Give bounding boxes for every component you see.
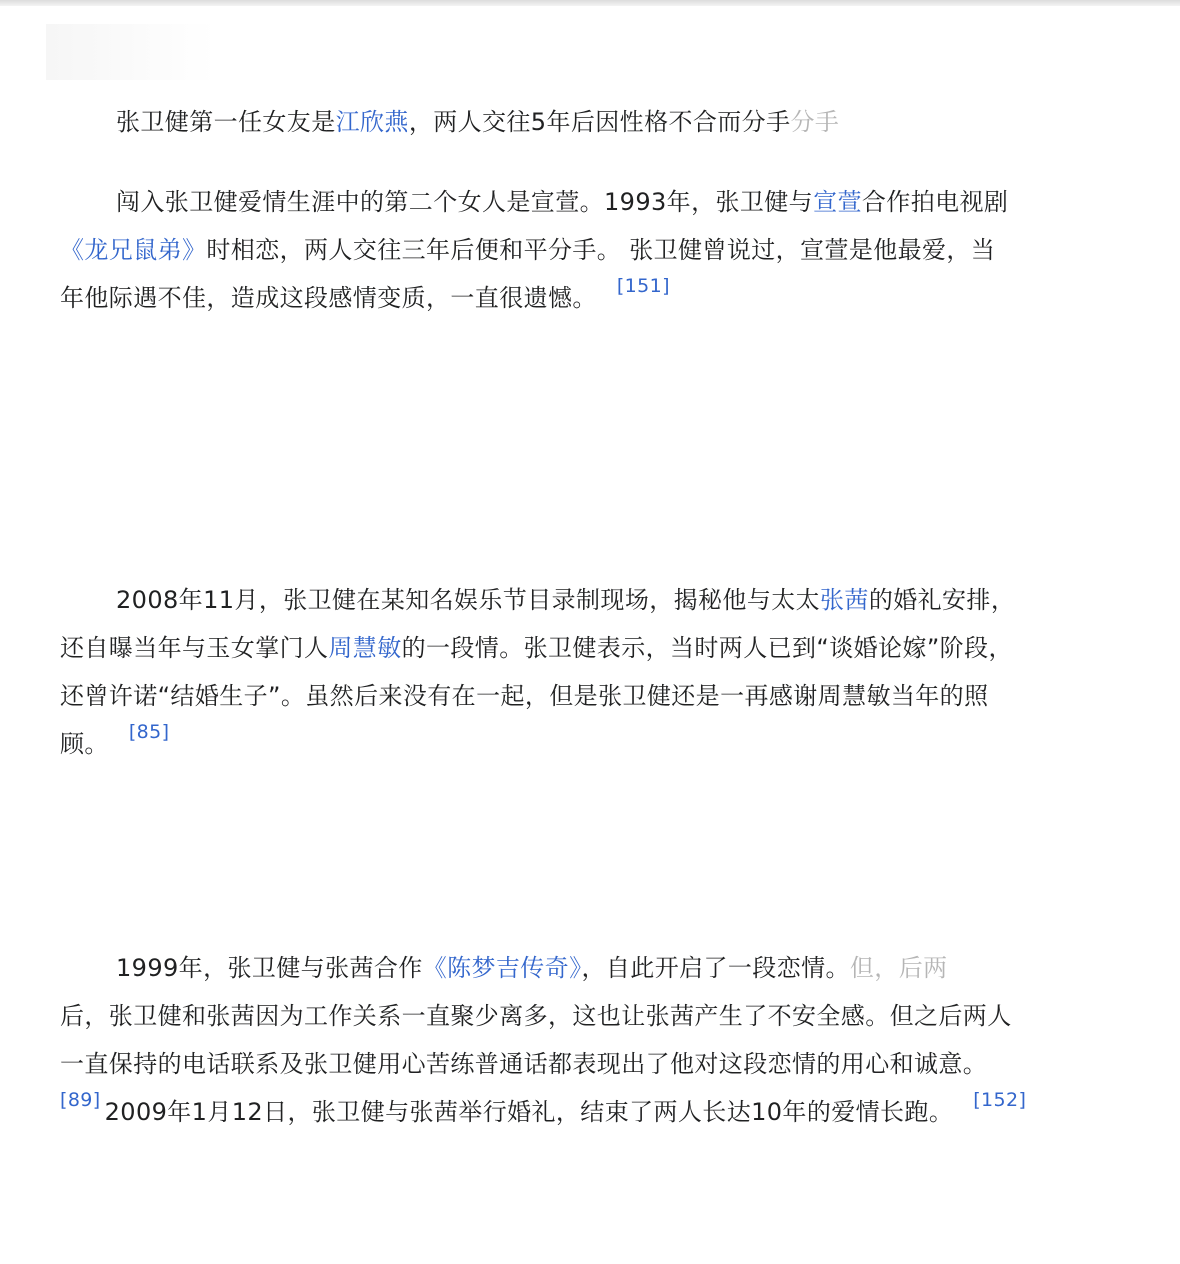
text-run: 还自曝当年与玉女掌门人 [60,634,329,662]
text-run: 后，张卫健和张茜因为工作关系一直聚少离多，这也让张茜产生了不安全感。但之后两人 [60,1002,1012,1030]
text-run: 2008年11月，张卫健在某知名娱乐节目录制现场，揭秘他与太太 [116,586,821,614]
link-xuan-xuan[interactable]: 宣萱 [813,188,862,216]
text-run: 时相恋，两人交往三年后便和平分手。 张卫健曾说过，宣萱是他最爱，当 [206,236,996,264]
link-jiang-xinyan[interactable]: 江欣燕 [335,108,409,136]
paragraph-line [60,1040,1030,1088]
link-zhou-huimin[interactable]: 周慧敏 [328,634,402,662]
paragraph-line [60,992,1030,1040]
text-run: 的婚礼安排， [868,586,1016,614]
link-zhang-qian[interactable]: 张茜 [820,586,869,614]
paragraph-line [60,1088,1030,1136]
text-run: 的一段情。张卫健表示，当时两人已到“谈婚论嫁”阶段， [401,634,1013,662]
text-run: 张卫健第一任女友是 [116,108,336,136]
text-run: 合作拍电视剧 [861,188,1009,216]
paragraph-first-girlfriend [116,98,839,146]
paragraph-second-woman [60,178,1008,322]
paragraph-line [60,672,1015,720]
text-run: ，自此开启了一段恋情。 [581,954,850,982]
link-chen-mengji-chuanqi[interactable]: 《陈梦吉传奇》 [422,954,582,982]
faded-text: 分手 [790,108,840,136]
paragraph-line [116,98,839,146]
paragraph-line [60,226,1008,274]
citation-152[interactable]: [152] [973,1089,1027,1111]
text-run: 还曾许诺“结婚生子”。虽然后来没有在一起，但是张卫健还是一再感谢周慧敏当年的照 [60,682,989,710]
paragraph-2008-revelation [60,576,1015,768]
citation-89[interactable]: [89] [60,1089,101,1111]
link-long-xiong-shu-di[interactable]: 《龙兄鼠弟》 [60,236,207,264]
text-run: 闯入张卫健爱情生涯中的第二个女人是宣萱。1993年，张卫健与 [116,188,814,216]
text-run: 顾。 [60,730,109,758]
text-run: 2009年1月12日，张卫健与张茜举行婚礼，结束了两人长达10年的爱情长跑。 [104,1098,954,1126]
faded-text: 但，后两 [849,954,948,982]
paragraph-line [60,944,1030,992]
text-run: ，两人交往5年后因性格不合而分手 [408,108,791,136]
paragraph-line [60,720,1015,768]
text-run: 年他际遇不佳，造成这段感情变质，一直很遗憾。 [60,284,597,312]
paragraph-1999-romance [60,944,1030,1136]
paragraph-line [60,624,1015,672]
text-run: 1999年，张卫健与张茜合作 [116,954,423,982]
paragraph-line [60,178,1008,226]
paragraph-line [60,274,1008,322]
citation-151[interactable]: [151] [616,275,670,297]
text-run: 一直保持的电话联系及张卫健用心苦练普通话都表现出了他对这段恋情的用心和诚意。 [60,1050,988,1078]
paragraph-line [60,576,1015,624]
citation-85[interactable]: [85] [128,721,170,743]
